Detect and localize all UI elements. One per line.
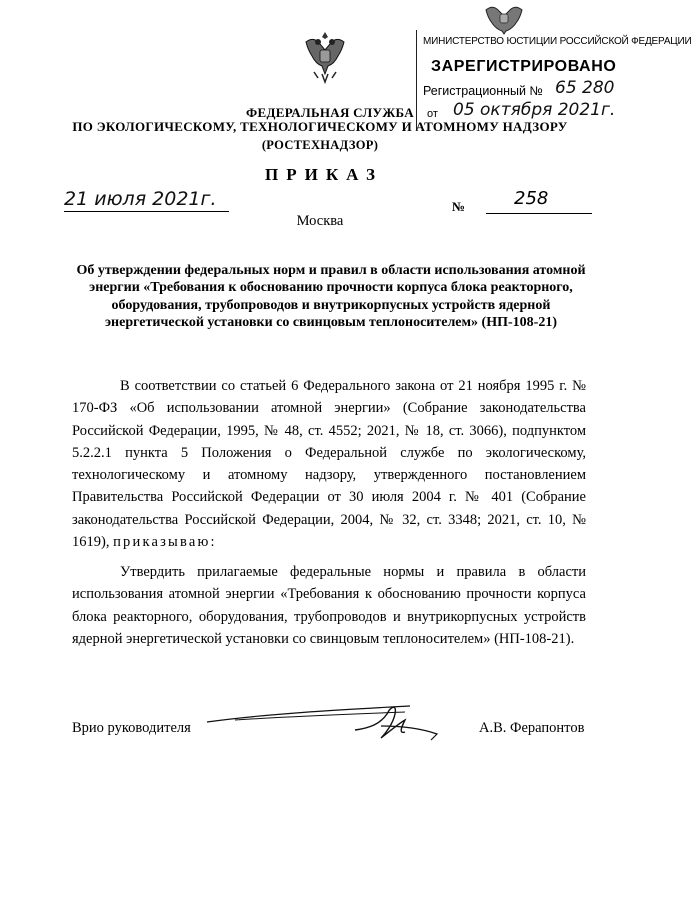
coat-of-arms-icon — [300, 28, 350, 86]
order-date: 21 июля 2021г. — [64, 188, 229, 212]
order-number: 258 — [486, 188, 592, 214]
stamp-regnum-value: 65 280 — [555, 78, 615, 98]
signer-position: Врио руководителя — [72, 720, 191, 736]
body-paragraph-2: Утвердить прилагаемые федеральные нормы и правила в области использования атомной энергии «Требования к обоснованию прочности корпуса блока реакторного, оборудования, трубопроводов и внутрикорпусных устройств ядерной энергетической установки со свинцовым теплоносителем» (НП-108-21). — [72, 564, 586, 647]
body-paragraph-1 — [72, 375, 586, 553]
stamp-date-label: от — [427, 108, 438, 120]
stamp-registered: ЗАРЕГИСТРИРОВАНО — [431, 58, 617, 75]
stamp-date-value: 05 октября 2021г. — [453, 100, 616, 120]
para1-command: приказываю: — [113, 534, 217, 551]
order-city: Москва — [296, 213, 344, 229]
stamp-ministry: МИНИСТЕРСТВО ЮСТИЦИИ РОССИЙСКОЙ ФЕДЕРАЦИИ — [423, 36, 691, 47]
agency-name-line2: ПО ЭКОЛОГИЧЕСКОМУ, ТЕХНОЛОГИЧЕСКОМУ И АТОМНОМУ НАДЗОРУ — [72, 119, 568, 134]
agency-name-line1: ФЕДЕРАЛЬНАЯ СЛУЖБА — [246, 105, 414, 120]
order-number-sign: № — [452, 199, 466, 214]
stamp-emblem-icon — [482, 0, 526, 34]
agency-short-name: (РОСТЕХНАДЗОР) — [261, 138, 379, 152]
handwritten-signature — [205, 700, 445, 745]
stamp-regnum-label: Регистрационный № — [423, 84, 543, 98]
para1-text: В соответствии со статьей 6 Федерального закона от 21 ноября 1995 г. № 170-ФЗ «Об использовании атомной энергии» (Собрание законодательства Российской Федерации, 1995, № 48, ст. 4552; 2021, № 18, ст. 3066), подпунктом 5.2.2.1 пункта 5 Положения о Федеральной службе по экологическому, технологическому и атомному надзору, утвержденного постановлением Правительства Российской Федерации от 30 июля 2004 г. № 401 (Собрание законодательства Российской Федерации, 2004, № 32, ст. 3348; 2021, ст. 10, № 1619), — [72, 378, 586, 551]
document-title: Об утверждении федеральных норм и правил в области использования атомной энергии «Требования к обоснованию прочности корпуса блока реакторного, оборудования, трубопроводов и внутрикорпусных устройств ядерной энергетической установки со свинцовым теплоносителем» (НП-108-21) — [76, 263, 586, 331]
signer-name: А.В. Ферапонтов — [479, 720, 585, 736]
document-type: ПРИКАЗ — [265, 165, 383, 184]
